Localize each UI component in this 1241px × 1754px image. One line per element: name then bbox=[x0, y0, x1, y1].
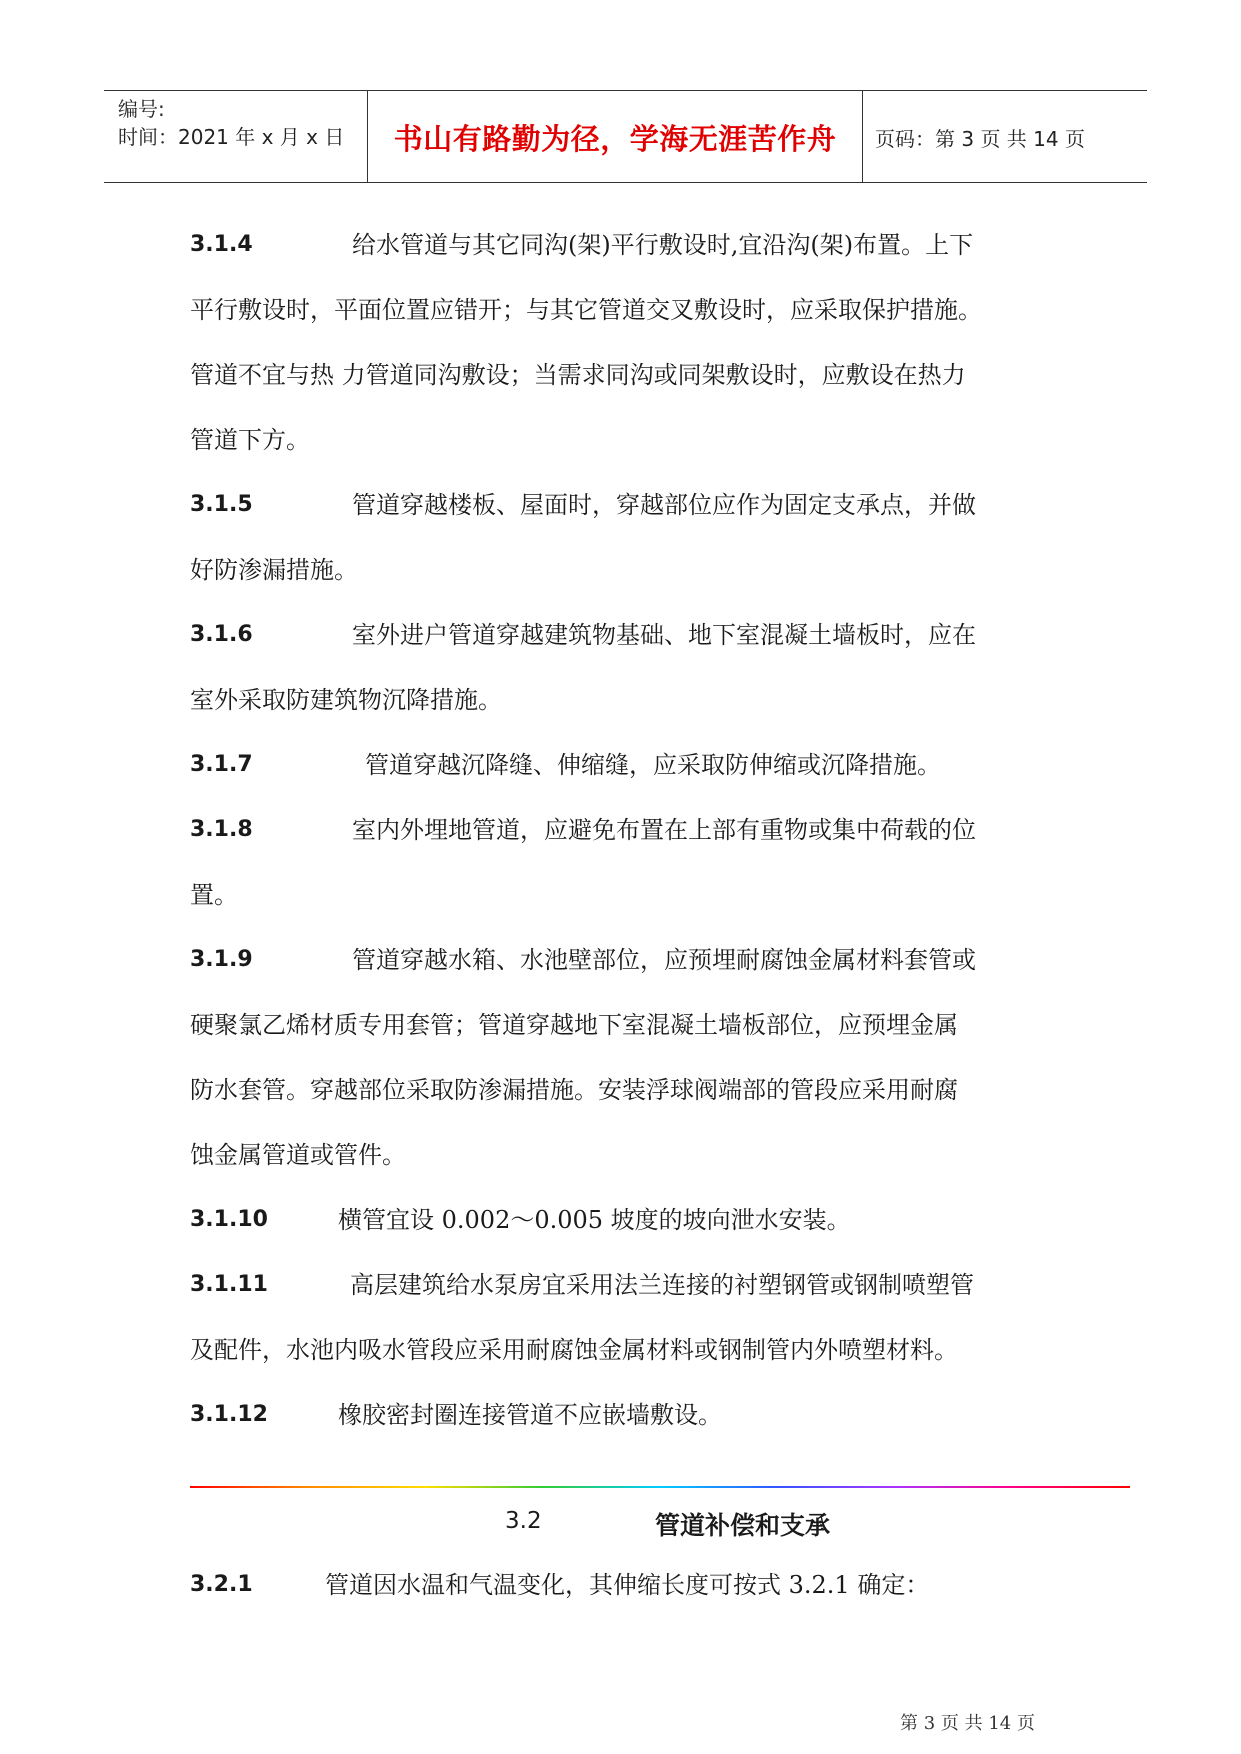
clause-number: 3.1.6 bbox=[190, 622, 253, 647]
page-footer: 第 3 页 共 14 页 bbox=[900, 1713, 1035, 1734]
clause-text-line: 管道不宜与热 力管道同沟敷设；当需求同沟或同架敷设时，应敷设在热力 bbox=[190, 361, 966, 389]
header-meta-cell bbox=[104, 91, 368, 182]
clause-number: 3.1.7 bbox=[190, 752, 253, 777]
clause-text-line: 蚀金属管道或管件。 bbox=[190, 1141, 406, 1169]
clause-text-line: 好防渗漏措施。 bbox=[190, 556, 358, 584]
header-motto-cell bbox=[368, 91, 863, 182]
document-number-label: 编号: bbox=[118, 97, 165, 121]
page-header bbox=[104, 90, 1147, 183]
clause-text-line: 平行敷设时，平面位置应错开；与其它管道交叉敷设时，应采取保护措施。 bbox=[190, 296, 982, 324]
clause-text-line: 管道下方。 bbox=[190, 426, 310, 454]
clause-text-line: 管道穿越水箱、水池壁部位，应预埋耐腐蚀金属材料套管或 bbox=[352, 946, 976, 974]
clause-number: 3.1.12 bbox=[190, 1402, 268, 1427]
clause-text-line: 硬聚氯乙烯材质专用套管；管道穿越地下室混凝土墙板部位，应预埋金属 bbox=[190, 1011, 958, 1039]
clause-number: 3.1.11 bbox=[190, 1272, 268, 1297]
clause-number: 3.1.9 bbox=[190, 947, 253, 972]
clause-number: 3.1.8 bbox=[190, 817, 253, 842]
header-page-info: 页码：第 3 页 共 14 页 bbox=[875, 127, 1085, 151]
clause-text-line: 管道因水温和气温变化，其伸缩长度可按式 3.2.1 确定： bbox=[325, 1571, 930, 1599]
clause-text-line: 室外进户管道穿越建筑物基础、地下室混凝土墙板时，应在 bbox=[352, 621, 976, 649]
clause-number: 3.1.5 bbox=[190, 492, 253, 517]
clause-text-line: 防水套管。穿越部位采取防渗漏措施。安装浮球阀端部的管段应采用耐腐 bbox=[190, 1076, 958, 1104]
section-divider bbox=[190, 1486, 1130, 1488]
clause-number: 3.2.1 bbox=[190, 1572, 253, 1597]
clause-text-line: 室内外埋地管道，应避免布置在上部有重物或集中荷载的位 bbox=[352, 816, 976, 844]
section-number: 3.2 bbox=[505, 1508, 542, 1534]
clause-text-line: 给水管道与其它同沟(架)平行敷设时,宜沿沟(架)布置。上下 bbox=[352, 231, 974, 259]
clause-text-line: 高层建筑给水泵房宜采用法兰连接的衬塑钢管或钢制喷塑管 bbox=[350, 1271, 974, 1299]
clause-text-line: 及配件，水池内吸水管段应采用耐腐蚀金属材料或钢制管内外喷塑材料。 bbox=[190, 1336, 958, 1364]
header-motto: 书山有路勤为径，学海无涯苦作舟 bbox=[393, 122, 837, 156]
clause-text-line: 管道穿越沉降缝、伸缩缝，应采取防伸缩或沉降措施。 bbox=[365, 751, 941, 779]
clause-text-line: 横管宜设 0.002～0.005 坡度的坡向泄水安装。 bbox=[338, 1206, 851, 1234]
clause-text-line: 室外采取防建筑物沉降措施。 bbox=[190, 686, 502, 714]
clause-text-line: 橡胶密封圈连接管道不应嵌墙敷设。 bbox=[338, 1401, 722, 1429]
document-date: 时间：2021 年 x 月 x 日 bbox=[118, 125, 345, 149]
clause-text-line: 管道穿越楼板、屋面时，穿越部位应作为固定支承点，并做 bbox=[352, 491, 976, 519]
clause-number: 3.1.4 bbox=[190, 232, 253, 257]
clause-number: 3.1.10 bbox=[190, 1207, 268, 1232]
clause-text-line: 置。 bbox=[190, 881, 238, 909]
section-title: 管道补偿和支承 bbox=[655, 1511, 831, 1540]
header-page-cell bbox=[863, 91, 1147, 182]
